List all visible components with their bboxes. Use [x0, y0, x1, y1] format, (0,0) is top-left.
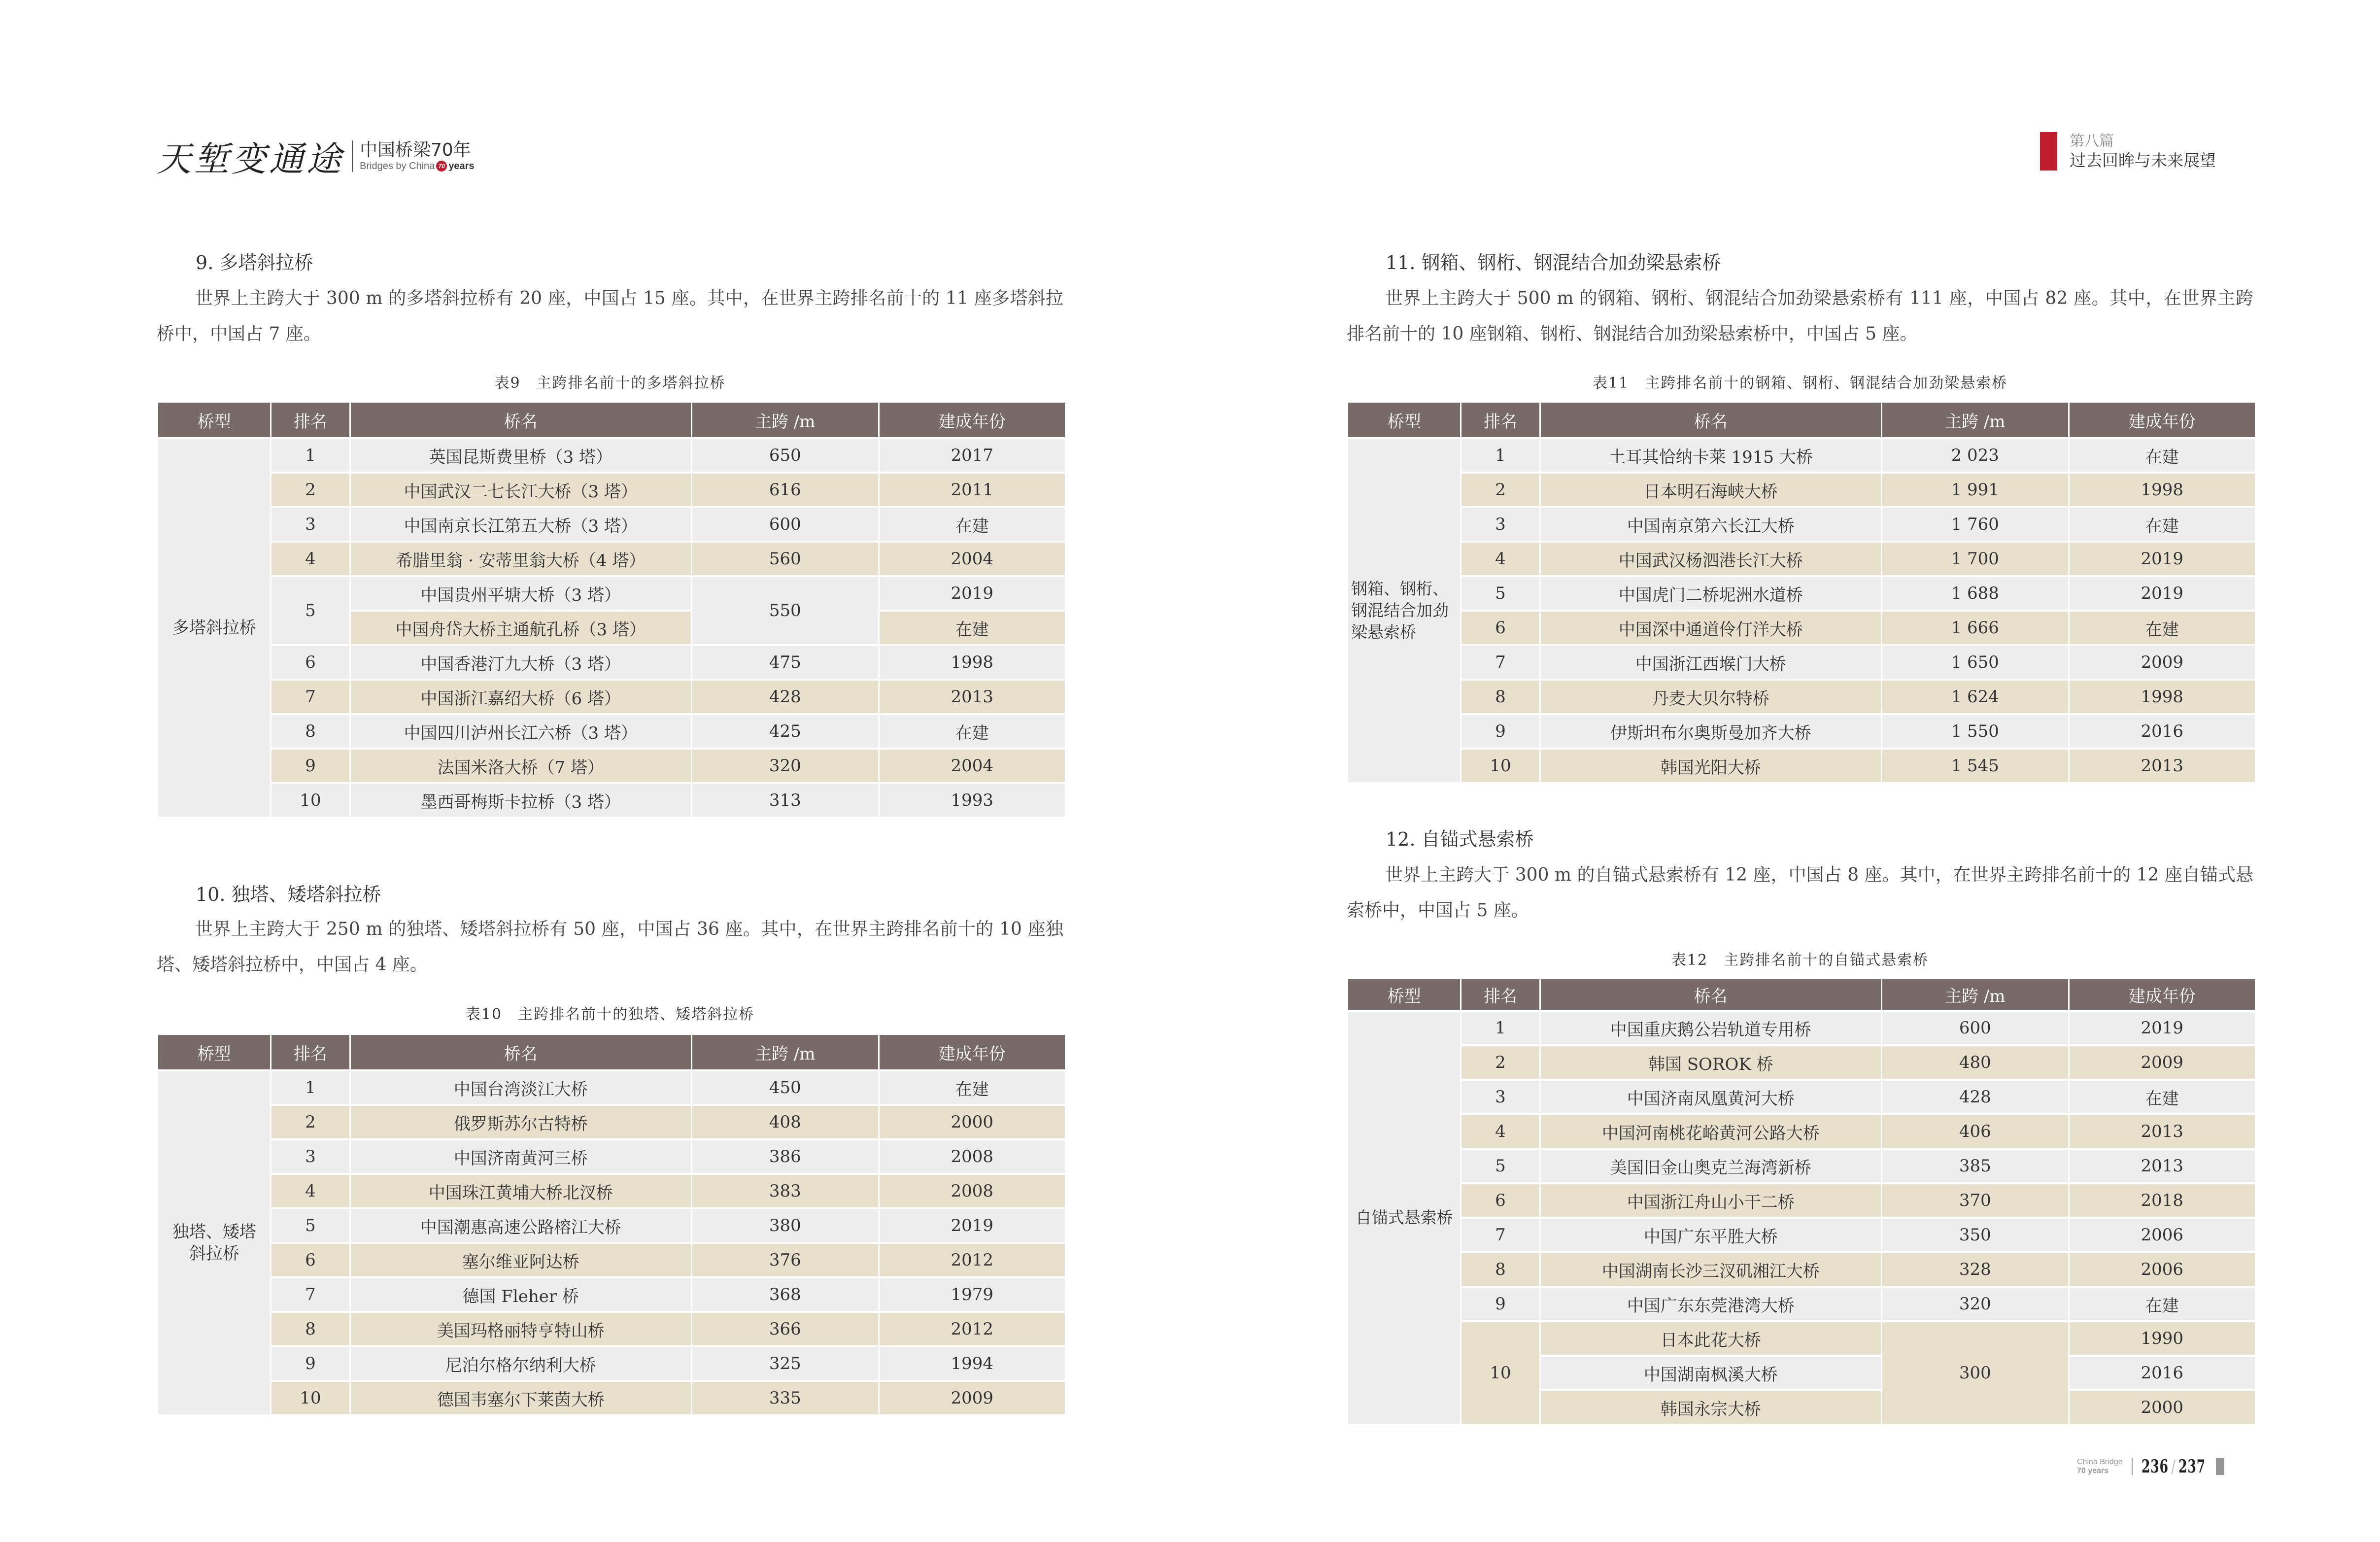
year-cell: 1998 — [2141, 480, 2184, 500]
table-row — [158, 474, 1065, 506]
table-row — [158, 1175, 1065, 1207]
span-cell: 328 — [1959, 1260, 1991, 1279]
name-cell: 中国济南凤凰黄河大桥 — [1627, 1089, 1795, 1109]
col-header-span: 主跨 /m — [692, 1035, 878, 1069]
year-cell: 在建 — [955, 1079, 989, 1099]
name-cell: 韩国光阳大桥 — [1660, 757, 1761, 778]
name-cell: 韩国永宗大桥 — [1541, 1391, 1881, 1424]
name-cell: 中国香港汀九大桥（3 塔） — [420, 654, 621, 674]
span-cell: 1 550 — [1951, 721, 1999, 741]
span-cell: 368 — [769, 1285, 801, 1304]
span-cell: 550 — [692, 577, 878, 644]
year-cell: 在建 — [2145, 619, 2179, 640]
span-cell: 385 — [1959, 1156, 1991, 1176]
table-row — [1348, 439, 2255, 472]
table-row — [158, 1313, 1065, 1345]
table-row — [158, 439, 1065, 472]
name-cell: 日本此花大桥 — [1541, 1322, 1881, 1355]
table-row — [158, 681, 1065, 713]
name-cell: 中国济南黄河三桥 — [453, 1148, 588, 1168]
name-cell: 美国玛格丽特亨特山桥 — [437, 1321, 605, 1341]
rank-cell: 5 — [1495, 1156, 1506, 1176]
table-header-row — [158, 1035, 1065, 1069]
name-cell: 土耳其恰纳卡莱 1915 大桥 — [1608, 447, 1813, 467]
table-row — [1348, 715, 2255, 748]
table-row — [158, 577, 1065, 610]
logo-title-en — [360, 160, 475, 172]
year-cell: 在建 — [2145, 1296, 2179, 1316]
seventy-badge-icon: 70 — [436, 161, 447, 171]
bridge-type-cell: 自锚式悬索桥 — [1348, 1012, 1460, 1424]
name-cell: 美国旧金山奥克兰海湾新桥 — [1610, 1158, 1811, 1178]
chapter-title: 过去回眸与未来展望 — [2070, 151, 2216, 170]
span-cell: 616 — [769, 480, 801, 500]
span-cell: 320 — [1959, 1294, 1991, 1314]
year-cell: 2000 — [951, 1112, 994, 1132]
span-cell: 560 — [769, 549, 801, 569]
name-cell: 中国深中通道伶仃洋大桥 — [1618, 619, 1803, 640]
year-cell: 2019 — [2141, 549, 2184, 569]
name-cell: 希腊里翁 · 安蒂里翁大桥（4 塔） — [396, 550, 646, 571]
table-9 — [157, 401, 1066, 819]
span-cell: 450 — [769, 1078, 801, 1097]
span-cell: 370 — [1959, 1191, 1991, 1210]
footer-divider — [2132, 1458, 2133, 1475]
table-header-row — [1348, 979, 2255, 1010]
span-cell: 335 — [769, 1388, 801, 1408]
name-cell: 中国湖南枫溪大桥 — [1541, 1357, 1881, 1389]
col-header-year: 建成年份 — [880, 1035, 1065, 1069]
rank-cell: 5 — [305, 1216, 316, 1235]
year-cell: 1993 — [951, 790, 994, 810]
year-cell: 2013 — [951, 687, 994, 707]
col-header-year: 建成年份 — [2070, 979, 2255, 1010]
bridge-type-cell: 独塔、矮塔斜拉桥 — [158, 1071, 270, 1414]
span-cell: 1 700 — [1951, 549, 1999, 569]
span-cell: 300 — [1882, 1322, 2068, 1424]
name-cell: 中国湖南长沙三汊矶湘江大桥 — [1601, 1261, 1820, 1281]
name-cell: 中国贵州平塘大桥（3 塔） — [351, 577, 691, 610]
year-cell: 2006 — [2141, 1225, 2184, 1245]
section-title-11: 11. 钢箱、钢桁、钢混结合加劲梁悬索桥 — [1386, 252, 1721, 274]
name-cell: 中国浙江舟山小干二桥 — [1627, 1192, 1795, 1212]
bridge-type-cell: 多塔斜拉桥 — [158, 439, 270, 817]
span-cell: 425 — [769, 721, 801, 741]
span-cell: 2 023 — [1951, 445, 1999, 465]
table-header-row — [158, 403, 1065, 437]
rank-cell: 3 — [305, 514, 316, 534]
name-cell: 中国虎门二桥坭洲水道桥 — [1618, 585, 1803, 605]
year-cell: 2004 — [951, 549, 994, 569]
section-paragraph-9: 世界上主跨大于 300 m 的多塔斜拉桥有 20 座，中国占 15 座。其中，在世界主跨排名前十的 11 座多塔斜拉桥中，中国占 7 座。 — [157, 288, 1063, 344]
year-cell: 1990 — [2070, 1322, 2255, 1355]
year-cell: 2009 — [2141, 1053, 2184, 1072]
table-row — [1348, 1184, 2255, 1217]
rank-cell: 9 — [305, 1354, 316, 1373]
year-cell: 在建 — [955, 516, 989, 536]
name-cell: 中国台湾淡江大桥 — [453, 1079, 588, 1099]
col-header-type: 桥型 — [158, 1035, 270, 1069]
chapter-marker-icon — [2040, 132, 2057, 171]
year-cell: 2019 — [951, 1216, 994, 1235]
name-cell: 尼泊尔格尔纳利大桥 — [445, 1355, 596, 1375]
page-number-left: 236 — [2141, 1456, 2169, 1477]
span-cell: 386 — [769, 1147, 801, 1166]
col-header-name: 桥名 — [1541, 979, 1881, 1010]
year-cell: 2013 — [2141, 1156, 2184, 1176]
name-cell: 韩国 SOROK 桥 — [1648, 1054, 1773, 1074]
name-cell: 塞尔维亚阿达桥 — [462, 1252, 579, 1272]
col-header-type: 桥型 — [1348, 979, 1460, 1010]
name-cell: 中国重庆鹅公岩轨道专用桥 — [1610, 1020, 1811, 1040]
year-cell: 2000 — [2070, 1391, 2255, 1424]
section-paragraph-11: 世界上主跨大于 500 m 的钢箱、钢桁、钢混结合加劲梁悬索桥有 111 座，中国占 82 座。其中，在世界主跨排名前十的 10 座钢箱、钢桁、钢混结合加劲梁悬索桥中，中国占 5 座。 — [1347, 288, 2253, 344]
col-header-name: 桥名 — [351, 1035, 691, 1069]
span-cell: 600 — [769, 514, 801, 534]
year-cell: 2009 — [2141, 652, 2184, 672]
name-cell: 中国广东东莞港湾大桥 — [1627, 1296, 1795, 1316]
year-cell: 2012 — [951, 1319, 994, 1339]
rank-cell: 3 — [1495, 1087, 1506, 1107]
year-cell: 在建 — [2145, 1089, 2179, 1109]
table-row — [158, 1106, 1065, 1138]
name-cell: 中国浙江西堠门大桥 — [1635, 654, 1786, 674]
col-header-span: 主跨 /m — [1882, 979, 2068, 1010]
name-cell: 俄罗斯苏尔古特桥 — [453, 1114, 588, 1134]
logo-en-suffix: years — [448, 161, 475, 171]
rank-cell: 8 — [1495, 687, 1506, 707]
table-11 — [1347, 401, 2256, 784]
section-title-9: 9. 多塔斜拉桥 — [196, 252, 313, 274]
name-cell: 墨西哥梅斯卡拉桥（3 塔） — [420, 792, 621, 812]
chapter-heading — [2040, 132, 2216, 171]
table-row — [1348, 1322, 2255, 1355]
table-row — [1348, 1253, 2255, 1286]
name-cell: 英国昆斯费里桥（3 塔） — [429, 447, 612, 467]
table-caption-10: 表10 主跨排名前十的独塔、矮塔斜拉桥 — [465, 1006, 755, 1023]
span-cell: 320 — [769, 756, 801, 776]
span-cell: 1 760 — [1951, 514, 1999, 534]
table-row — [1348, 1150, 2255, 1182]
col-header-name: 桥名 — [351, 403, 691, 437]
col-header-span: 主跨 /m — [1882, 403, 2068, 437]
col-header-span: 主跨 /m — [692, 403, 878, 437]
year-cell: 2016 — [2070, 1357, 2255, 1389]
year-cell: 2018 — [2141, 1191, 2184, 1210]
span-cell: 1 991 — [1951, 480, 1999, 500]
col-header-rank: 排名 — [272, 1035, 349, 1069]
col-header-year: 建成年份 — [880, 403, 1065, 437]
name-cell: 法国米洛大桥（7 塔） — [437, 757, 604, 778]
page-separator: / — [2171, 1457, 2176, 1477]
year-cell: 2017 — [951, 445, 994, 465]
logo-calligraphy: 天堑变通途 — [157, 138, 344, 179]
logo-divider — [352, 140, 353, 172]
span-cell: 1 624 — [1951, 687, 1999, 707]
table-caption-9: 表9 主跨排名前十的多塔斜拉桥 — [494, 375, 726, 392]
table-row — [158, 1209, 1065, 1242]
name-cell: 中国南京第六长江大桥 — [1627, 516, 1795, 536]
rank-cell: 5 — [272, 577, 349, 644]
table-row — [1348, 750, 2255, 782]
rank-cell: 5 — [1495, 583, 1506, 603]
page-numbers — [2142, 1456, 2206, 1477]
rank-cell: 4 — [305, 1181, 316, 1201]
year-cell: 2012 — [951, 1250, 994, 1270]
span-cell: 475 — [769, 652, 801, 672]
col-header-rank: 排名 — [1462, 979, 1539, 1010]
span-cell: 480 — [1959, 1053, 1991, 1072]
span-cell: 1 545 — [1951, 756, 1999, 776]
rank-cell: 7 — [305, 1285, 316, 1304]
rank-cell: 3 — [305, 1147, 316, 1166]
name-cell: 中国武汉二七长江大桥（3 塔） — [404, 481, 638, 502]
table-row — [158, 543, 1065, 575]
table-row — [1348, 1012, 2255, 1044]
name-cell: 中国武汉杨泗港长江大桥 — [1618, 550, 1803, 571]
bridge-type-cell: 钢箱、钢桁、钢混结合加劲梁悬索桥 — [1348, 439, 1460, 782]
span-cell: 313 — [769, 790, 801, 810]
footer-brand-line2: 70 years — [2077, 1467, 2109, 1475]
table-row — [1348, 543, 2255, 575]
table-row — [158, 508, 1065, 541]
name-cell: 中国南京长江第五大桥（3 塔） — [404, 516, 638, 536]
span-cell: 350 — [1959, 1225, 1991, 1245]
year-cell: 在建 — [880, 612, 1065, 644]
col-header-type: 桥型 — [158, 403, 270, 437]
year-cell: 2019 — [2141, 1018, 2184, 1038]
col-header-rank: 排名 — [1462, 403, 1539, 437]
rank-cell: 10 — [1490, 756, 1511, 776]
table-row — [158, 1278, 1065, 1311]
rank-cell: 2 — [305, 1112, 316, 1132]
table-row — [1348, 1115, 2255, 1148]
year-cell: 在建 — [955, 723, 989, 743]
year-cell: 2004 — [951, 756, 994, 776]
rank-cell: 7 — [1495, 652, 1506, 672]
rank-cell: 7 — [1495, 1225, 1506, 1245]
name-cell: 中国河南桃花峪黄河公路大桥 — [1601, 1123, 1820, 1143]
name-cell: 中国舟岱大桥主通航孔桥（3 塔） — [351, 612, 691, 644]
year-cell: 1979 — [951, 1285, 994, 1304]
span-cell: 325 — [769, 1354, 801, 1373]
col-header-type: 桥型 — [1348, 403, 1460, 437]
year-cell: 2013 — [2141, 1122, 2184, 1141]
year-cell: 2008 — [951, 1147, 994, 1166]
year-cell: 在建 — [2145, 516, 2179, 536]
col-header-rank: 排名 — [272, 403, 349, 437]
table-row — [1348, 1081, 2255, 1113]
table-10 — [157, 1033, 1066, 1416]
span-cell: 1 650 — [1951, 652, 1999, 672]
table-row — [158, 1244, 1065, 1276]
name-cell: 丹麦大贝尔特桥 — [1652, 688, 1769, 709]
logo-title-cn: 中国桥梁70年 — [360, 140, 471, 160]
name-cell: 德国 Fleher 桥 — [462, 1286, 579, 1306]
table-row — [158, 715, 1065, 748]
section-title-10: 10. 独塔、矮塔斜拉桥 — [196, 884, 381, 905]
rank-cell: 4 — [1495, 1122, 1506, 1141]
year-cell: 在建 — [2145, 447, 2179, 467]
name-cell: 中国浙江嘉绍大桥（6 塔） — [420, 688, 621, 709]
section-paragraph-12: 世界上主跨大于 300 m 的自锚式悬索桥有 12 座，中国占 8 座。其中，在世界主跨排名前十的 12 座自锚式悬索桥中，中国占 5 座。 — [1347, 865, 2253, 921]
rank-cell: 1 — [1495, 445, 1506, 465]
rank-cell: 6 — [1495, 1191, 1506, 1210]
rank-cell: 2 — [1495, 480, 1506, 500]
year-cell: 2019 — [880, 577, 1065, 610]
rank-cell: 4 — [1495, 549, 1506, 569]
table-row — [158, 1071, 1065, 1104]
span-cell: 383 — [769, 1181, 801, 1201]
name-cell: 中国潮惠高速公路榕江大桥 — [420, 1217, 621, 1237]
table-row — [1348, 577, 2255, 610]
span-cell: 406 — [1959, 1122, 1991, 1141]
logo-text — [360, 140, 475, 172]
name-cell: 德国韦塞尔下莱茵大桥 — [437, 1390, 605, 1410]
section-title-12: 12. 自锚式悬索桥 — [1386, 828, 1534, 850]
table-row — [1348, 612, 2255, 644]
span-cell: 408 — [769, 1112, 801, 1132]
year-cell: 2019 — [2141, 583, 2184, 603]
book-logo — [157, 134, 475, 178]
table-caption-12: 表12 主跨排名前十的自锚式悬索桥 — [1671, 952, 1929, 969]
rank-cell: 1 — [305, 1078, 316, 1097]
rank-cell: 8 — [1495, 1260, 1506, 1279]
table-row — [1348, 1288, 2255, 1320]
page-marker-icon — [2216, 1458, 2224, 1475]
chapter-number: 第八篇 — [2070, 133, 2114, 150]
year-cell: 2013 — [2141, 756, 2184, 776]
table-row — [158, 646, 1065, 679]
rank-cell: 1 — [1495, 1018, 1506, 1038]
rank-cell: 8 — [305, 1319, 316, 1339]
rank-cell: 8 — [305, 721, 316, 741]
rank-cell: 2 — [1495, 1053, 1506, 1072]
name-cell: 中国广东平胜大桥 — [1643, 1227, 1778, 1247]
rank-cell: 2 — [305, 480, 316, 500]
col-header-year: 建成年份 — [2070, 403, 2255, 437]
span-cell: 600 — [1959, 1018, 1991, 1038]
rank-cell: 9 — [1495, 1294, 1506, 1314]
span-cell: 428 — [1959, 1087, 1991, 1107]
rank-cell: 10 — [1462, 1322, 1539, 1424]
name-cell: 中国四川泸州长江六桥（3 塔） — [404, 723, 638, 743]
col-header-name: 桥名 — [1541, 403, 1881, 437]
table-row — [158, 1382, 1065, 1414]
table-header-row — [1348, 403, 2255, 437]
table-caption-11: 表11 主跨排名前十的钢箱、钢桁、钢混结合加劲梁悬索桥 — [1592, 375, 2008, 392]
table-row — [1348, 646, 2255, 679]
rank-cell: 10 — [300, 1388, 321, 1408]
year-cell: 1994 — [951, 1354, 994, 1373]
rank-cell: 9 — [305, 756, 316, 776]
rank-cell: 6 — [305, 652, 316, 672]
year-cell: 2008 — [951, 1181, 994, 1201]
rank-cell: 9 — [1495, 721, 1506, 741]
table-row — [1348, 1219, 2255, 1251]
year-cell: 2011 — [951, 480, 994, 500]
span-cell: 1 688 — [1951, 583, 1999, 603]
span-cell: 428 — [769, 687, 801, 707]
table-row — [158, 784, 1065, 817]
span-cell: 376 — [769, 1250, 801, 1270]
table-row — [1348, 681, 2255, 713]
footer-brand-line1: China Bridge — [2077, 1458, 2123, 1466]
year-cell: 2016 — [2141, 721, 2184, 741]
span-cell: 366 — [769, 1319, 801, 1339]
year-cell: 1998 — [2141, 687, 2184, 707]
rank-cell: 3 — [1495, 514, 1506, 534]
page-footer — [2077, 1456, 2224, 1477]
rank-cell: 6 — [1495, 618, 1506, 638]
year-cell: 1998 — [951, 652, 994, 672]
rank-cell: 4 — [305, 549, 316, 569]
table-row — [158, 1140, 1065, 1173]
year-cell: 2006 — [2141, 1260, 2184, 1279]
rank-cell: 1 — [305, 445, 316, 465]
table-row — [158, 1347, 1065, 1380]
table-row — [1348, 1046, 2255, 1079]
table-row — [1348, 508, 2255, 541]
span-cell: 650 — [769, 445, 801, 465]
rank-cell: 6 — [305, 1250, 316, 1270]
table-row — [158, 750, 1065, 782]
logo-en-prefix: Bridges by China — [360, 161, 435, 171]
footer-brand — [2077, 1458, 2123, 1475]
name-cell: 日本明石海峡大桥 — [1643, 481, 1778, 502]
table-row — [1348, 474, 2255, 506]
span-cell: 380 — [769, 1216, 801, 1235]
page-number-right: 237 — [2178, 1456, 2206, 1477]
rank-cell: 10 — [300, 790, 321, 810]
section-paragraph-10: 世界上主跨大于 250 m 的独塔、矮塔斜拉桥有 50 座，中国占 36 座。其中，在世界主跨排名前十的 10 座独塔、矮塔斜拉桥中，中国占 4 座。 — [157, 919, 1063, 975]
name-cell: 中国珠江黄埔大桥北汊桥 — [428, 1183, 613, 1203]
rank-cell: 7 — [305, 687, 316, 707]
span-cell: 1 666 — [1951, 618, 1999, 638]
year-cell: 2009 — [951, 1388, 994, 1408]
table-12 — [1347, 977, 2256, 1426]
name-cell: 伊斯坦布尔奥斯曼加齐大桥 — [1610, 723, 1811, 743]
